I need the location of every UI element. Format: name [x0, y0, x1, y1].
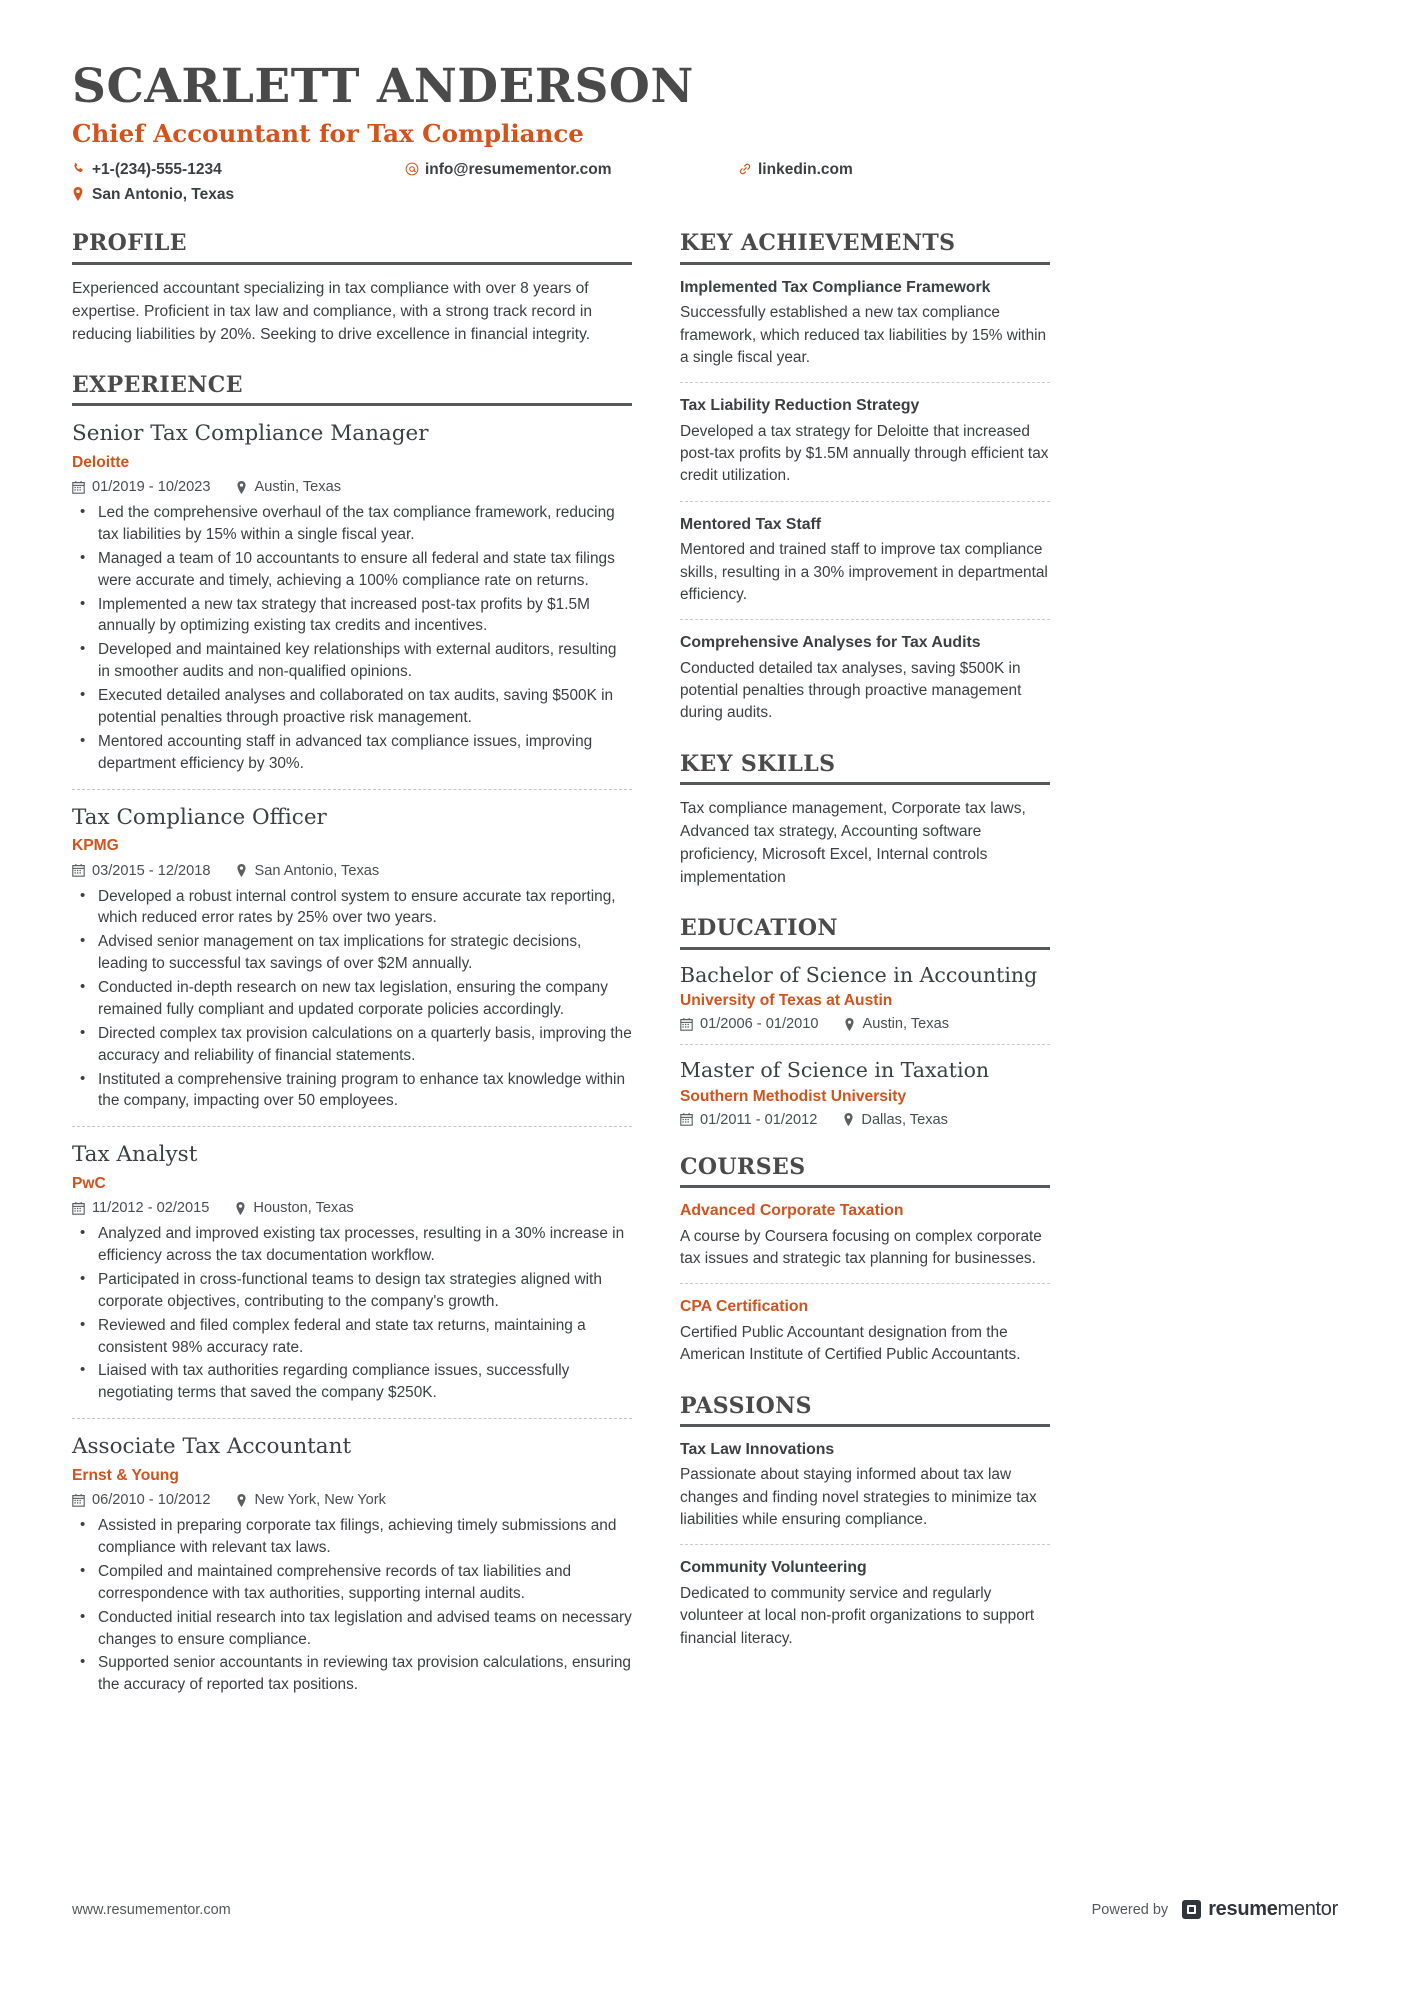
- skills-text: Tax compliance management, Corporate tax laws, Advanced tax strategy, Accounting software proficiency, Microsoft Excel, Internal controls implementation: [680, 800, 1026, 887]
- job-dates: [72, 1492, 210, 1508]
- course-title: Advanced Corporate Taxation: [680, 1202, 904, 1220]
- section-education: [680, 916, 1050, 1128]
- candidate-name: SCARLETT ANDERSON: [72, 59, 694, 114]
- job-bullet: • Compiled and maintained comprehensive records of tax liabilities and correspondence with tax authorities, supporting internal audits.: [72, 1561, 632, 1605]
- experience-entry: [72, 1434, 632, 1696]
- course-desc: A course by Coursera focusing on complex corporate tax issues and strategic tax planning for businesses.: [680, 1227, 1042, 1268]
- education-degree: Bachelor of Science in Accounting: [680, 962, 1038, 987]
- calendar-icon: [72, 1494, 85, 1507]
- phone-icon: [72, 157, 92, 175]
- education-school: Southern Methodist University: [680, 1087, 907, 1105]
- job-title: Senior Tax Compliance Manager: [72, 421, 429, 447]
- job-location-value: Houston, Texas: [253, 1200, 354, 1217]
- contact-location-value: San Antonio, Texas: [92, 186, 235, 204]
- job-location: [235, 1200, 353, 1216]
- passion-desc: Dedicated to community service and regularly volunteer at local non-profit organizations to support financial literacy.: [680, 1584, 1035, 1647]
- job-dates: [72, 1200, 209, 1216]
- section-courses: [680, 1155, 1050, 1367]
- location-pin-icon: [235, 1202, 246, 1215]
- job-meta: [72, 479, 632, 495]
- section-skills: [680, 752, 1050, 890]
- passion-title: Community Volunteering: [680, 1559, 867, 1577]
- job-dates-value: 01/2019 - 10/2023: [92, 479, 211, 496]
- calendar-icon: [680, 1113, 693, 1126]
- achievement-item: [680, 515, 1050, 607]
- job-bullet: • Implemented a new tax strategy that increased post-tax profits by $1.5M annually by optimizing existing tax credits and incentives.: [72, 594, 632, 638]
- calendar-icon: [72, 481, 85, 494]
- job-bullet: • Supported senior accountants in reviewing tax provision calculations, ensuring the accuracy of reported tax positions.: [72, 1652, 632, 1696]
- skills-heading: KEY SKILLS: [680, 752, 1050, 785]
- experience-entry: [72, 805, 632, 1113]
- job-location: [236, 1492, 385, 1508]
- footer-website[interactable]: www.resumementor.com: [72, 1901, 231, 1918]
- section-experience: [72, 373, 632, 1696]
- resumementor-logo: [1182, 1898, 1338, 1921]
- experience-list: [72, 421, 632, 1696]
- location-pin-icon: [843, 1113, 854, 1126]
- education-meta: [680, 1016, 1050, 1032]
- job-bullets: [72, 886, 632, 1113]
- achievement-desc: Successfully established a new tax compliance framework, which reduced tax liabilities by 15% within a single fiscal year.: [680, 304, 1047, 366]
- location-pin-icon: [236, 481, 247, 494]
- contact-email[interactable]: [405, 157, 738, 182]
- job-bullets: [72, 1515, 632, 1696]
- courses-heading: COURSES: [680, 1155, 1050, 1188]
- job-bullet: • Directed complex tax provision calculations on a quarterly basis, improving the accuracy and reliability of financial statements.: [72, 1023, 632, 1067]
- job-meta: [72, 863, 632, 879]
- job-bullet: • Mentored accounting staff in advanced tax compliance issues, improving department efficiency by 30%.: [72, 731, 632, 775]
- job-bullet: • Developed a robust internal control system to ensure accurate tax reporting, which reduced error rates by 25% over two years.: [72, 886, 632, 930]
- education-meta: [680, 1112, 1050, 1128]
- education-entry: [680, 1058, 1050, 1128]
- course-item: [680, 1297, 1050, 1366]
- job-bullet: • Assisted in preparing corporate tax filings, achieving timely submissions and compliance with relevant tax laws.: [72, 1515, 632, 1559]
- job-company: KPMG: [72, 837, 119, 855]
- job-location-value: San Antonio, Texas: [254, 862, 380, 879]
- section-profile: [72, 231, 632, 346]
- job-dates-value: 06/2010 - 10/2012: [92, 1492, 211, 1509]
- education-location: [843, 1112, 948, 1128]
- brand-name-first: resume: [1208, 1898, 1278, 1920]
- job-bullet: • Participated in cross-functional teams to design tax strategies aligned with corporate objectives, contributing to the company's growth.: [72, 1269, 632, 1313]
- job-dates-value: 11/2012 - 02/2015: [92, 1200, 210, 1217]
- job-bullet: • Developed and maintained key relationships with external auditors, resulting in smoother audits and non-qualified opinions.: [72, 639, 632, 683]
- entry-separator: [680, 619, 1050, 620]
- entry-separator: [680, 1044, 1050, 1045]
- courses-list: [680, 1201, 1050, 1366]
- passion-desc: Passionate about staying informed about tax law changes and finding novel strategies to minimize tax liabilities while ensuring compliance.: [680, 1466, 1037, 1529]
- job-bullet: • Conducted in-depth research on new tax legislation, ensuring the company remained fully compliant and updated corporate policies accordingly.: [72, 977, 632, 1021]
- contact-phone-value: +1-(234)-555-1234: [92, 161, 222, 179]
- education-dates: [680, 1112, 817, 1128]
- entry-separator: [680, 1544, 1050, 1545]
- education-dates-value: 01/2011 - 01/2012: [700, 1111, 818, 1128]
- entry-separator: [72, 1418, 632, 1419]
- achievement-desc: Developed a tax strategy for Deloitte that increased post-tax profits by $1.5M annually through efficient tax credit utilization.: [680, 422, 1049, 485]
- job-location-value: Austin, Texas: [254, 479, 342, 496]
- job-dates: [72, 863, 210, 879]
- education-dates-value: 01/2006 - 01/2010: [700, 1016, 819, 1033]
- contact-email-value: info@resumementor.com: [425, 161, 612, 179]
- contact-info: [72, 157, 1072, 207]
- candidate-headline: Chief Accountant for Tax Compliance: [72, 118, 584, 148]
- experience-heading: EXPERIENCE: [72, 373, 632, 406]
- achievement-desc: Conducted detailed tax analyses, saving $500K in potential penalties through proactive management during audits.: [680, 659, 1022, 722]
- course-item: [680, 1201, 1050, 1270]
- entry-separator: [680, 501, 1050, 502]
- section-achievements: [680, 231, 1050, 724]
- profile-heading: PROFILE: [72, 231, 632, 264]
- achievement-title: Implemented Tax Compliance Framework: [680, 278, 991, 296]
- passion-title: Tax Law Innovations: [680, 1440, 835, 1458]
- email-icon: [405, 157, 425, 176]
- achievement-item: [680, 396, 1050, 488]
- profile-text: Experienced accountant specializing in tax compliance with over 8 years of expertise. Proficient in tax law and compliance, with a strong track record in reducing liabilities by 20%. Seeking to drive excellence in financial integrity.: [72, 279, 593, 343]
- brand-name-second: mentor: [1277, 1898, 1338, 1920]
- education-entry: [680, 963, 1050, 1033]
- resume-columns: [72, 231, 1338, 1698]
- passions-heading: PASSIONS: [680, 1394, 1050, 1427]
- location-icon: [72, 182, 92, 201]
- course-desc: Certified Public Accountant designation from the American Institute of Certified Public Accountants.: [680, 1323, 1021, 1364]
- entry-separator: [680, 382, 1050, 383]
- job-company: Deloitte: [72, 454, 130, 472]
- column-gap: [632, 231, 680, 1698]
- education-dates: [680, 1016, 818, 1032]
- achievements-list: [680, 278, 1050, 725]
- achievement-title: Tax Liability Reduction Strategy: [680, 397, 920, 415]
- section-passions: [680, 1394, 1050, 1650]
- contact-location: [72, 182, 405, 207]
- calendar-icon: [72, 1202, 85, 1215]
- passions-list: [680, 1440, 1050, 1650]
- job-bullet: • Managed a team of 10 accountants to ensure all federal and state tax filings were accurate and timely, achieving a 100% compliance rate on returns.: [72, 548, 632, 592]
- course-title: CPA Certification: [680, 1298, 809, 1316]
- job-bullets: [72, 1223, 632, 1404]
- right-column: [680, 231, 1050, 1698]
- contact-link[interactable]: [738, 157, 1071, 182]
- achievement-title: Mentored Tax Staff: [680, 515, 822, 533]
- job-bullet: • Instituted a comprehensive training program to enhance tax knowledge within the company, impacting over 50 employees.: [72, 1069, 632, 1113]
- location-pin-icon: [236, 864, 247, 877]
- page-footer: [72, 1898, 1338, 1921]
- education-location-value: Dallas, Texas: [861, 1111, 948, 1128]
- link-icon: [738, 157, 758, 176]
- achievement-item: [680, 633, 1050, 725]
- job-title: Associate Tax Accountant: [72, 1434, 352, 1460]
- powered-by-label: Powered by: [1091, 1901, 1169, 1918]
- job-location: [236, 479, 341, 495]
- location-pin-icon: [844, 1018, 855, 1031]
- footer-brand-block: [1092, 1898, 1338, 1921]
- job-bullet: • Advised senior management on tax implications for strategic decisions, leading to successful tax savings of over $2M annually.: [72, 931, 632, 975]
- passion-item: [680, 1558, 1050, 1650]
- job-company: PwC: [72, 1175, 106, 1193]
- job-bullets: [72, 502, 632, 775]
- job-location-value: New York, New York: [254, 1492, 386, 1509]
- entry-separator: [72, 1126, 632, 1127]
- achievement-desc: Mentored and trained staff to improve tax compliance skills, resulting in a 30% improvement in departmental efficiency.: [680, 541, 1048, 603]
- job-company: Ernst & Young: [72, 1467, 179, 1485]
- calendar-icon: [680, 1018, 693, 1031]
- job-bullet: • Reviewed and filed complex federal and state tax returns, maintaining a consistent 98% accuracy rate.: [72, 1315, 632, 1359]
- education-location-value: Austin, Texas: [862, 1016, 950, 1033]
- contact-link-value: linkedin.com: [758, 161, 853, 179]
- job-meta: [72, 1200, 632, 1216]
- logo-mark-icon: [1182, 1900, 1201, 1919]
- job-dates: [72, 479, 210, 495]
- resume-header: [72, 59, 1338, 207]
- calendar-icon: [72, 864, 85, 877]
- job-title: Tax Compliance Officer: [72, 804, 327, 830]
- job-bullet: • Liaised with tax authorities regarding compliance issues, successfully negotiating terms that saved the company $250K.: [72, 1360, 632, 1404]
- education-degree: Master of Science in Taxation: [680, 1058, 990, 1083]
- passion-item: [680, 1440, 1050, 1532]
- entry-separator: [72, 789, 632, 790]
- job-bullet: • Executed detailed analyses and collaborated on tax audits, saving $500K in potential penalties through proactive risk management.: [72, 685, 632, 729]
- achievement-item: [680, 278, 1050, 370]
- location-pin-icon: [236, 1494, 247, 1507]
- job-bullet: • Led the comprehensive overhaul of the tax compliance framework, reducing tax liabilities by 15% within a single fiscal year.: [72, 502, 632, 546]
- job-bullet: • Conducted initial research into tax legislation and advised teams on necessary changes to ensure compliance.: [72, 1607, 632, 1651]
- education-location: [844, 1016, 949, 1032]
- entry-separator: [680, 1283, 1050, 1284]
- job-location: [236, 863, 379, 879]
- contact-phone[interactable]: [72, 157, 405, 182]
- achievements-heading: KEY ACHIEVEMENTS: [680, 231, 1050, 264]
- achievement-title: Comprehensive Analyses for Tax Audits: [680, 634, 981, 652]
- left-column: [72, 231, 632, 1698]
- job-title: Tax Analyst: [72, 1142, 198, 1168]
- education-list: [680, 963, 1050, 1128]
- experience-entry: [72, 421, 632, 774]
- job-bullet: • Analyzed and improved existing tax processes, resulting in a 30% increase in efficiency across the tax documentation workflow.: [72, 1223, 632, 1267]
- education-school: University of Texas at Austin: [680, 992, 893, 1010]
- job-meta: [72, 1492, 632, 1508]
- job-dates-value: 03/2015 - 12/2018: [92, 862, 211, 879]
- education-heading: EDUCATION: [680, 916, 1050, 949]
- experience-entry: [72, 1142, 632, 1404]
